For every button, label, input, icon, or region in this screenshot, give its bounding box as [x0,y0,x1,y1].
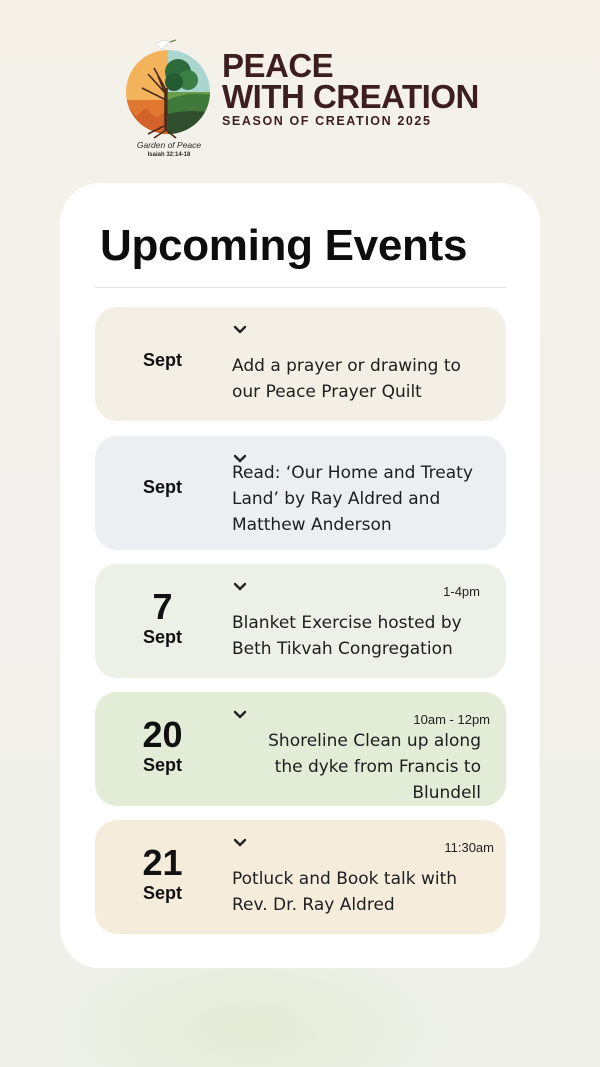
event-item[interactable] [95,307,506,421]
event-description: Add a prayer or drawing to our Peace Prayer Quilt [232,356,461,402]
header [0,0,600,180]
chevron-down-icon[interactable] [233,582,247,592]
event-time: 1-4pm [443,584,480,599]
event-month: Sept [142,627,182,647]
event-item[interactable] [95,564,506,678]
brand-subtitle: SEASON OF CREATION 2025 [222,114,432,128]
event-date [95,716,230,776]
events-card [60,183,540,968]
event-date [95,349,230,371]
event-day: 7 [152,586,173,627]
event-time: 10am - 12pm [413,712,490,727]
event-date [95,844,230,904]
event-date [95,476,230,498]
event-description: Potluck and Book talk with Rev. Dr. Ray Aldred [232,869,458,915]
brand-title-line1: PEACE [222,47,334,84]
event-item[interactable] [95,820,506,934]
event-month: Sept [142,350,182,370]
brand-title [222,47,522,115]
event-description: Read: ‘Our Home and Treaty Land’ by Ray Aldred and Matthew Anderson [232,463,473,535]
brand-title-line2: WITH CREATION [222,78,479,115]
garden-of-peace-logo [118,30,218,140]
event-time: 11:30am [444,840,494,855]
chevron-down-icon[interactable] [233,838,247,848]
event-month: Sept [142,883,182,903]
event-day: 21 [142,842,183,883]
event-description: Blanket Exercise hosted by Beth Tikvah Congregation [232,613,462,659]
chevron-down-icon[interactable] [233,710,247,720]
event-month: Sept [142,755,182,775]
event-day: 20 [142,714,183,755]
event-description: Shoreline Clean up along the dyke from Francis to Blundell [268,731,481,803]
divider [95,287,506,288]
event-item[interactable] [95,692,506,806]
chevron-down-icon[interactable] [233,325,247,335]
event-date [95,588,230,648]
event-item[interactable] [95,436,506,550]
garden-caption: Garden of Peace [136,140,202,150]
event-month: Sept [142,477,182,497]
garden-verse: Isaiah 32:14-18 [147,152,191,158]
page-title: Upcoming Events [100,221,468,270]
